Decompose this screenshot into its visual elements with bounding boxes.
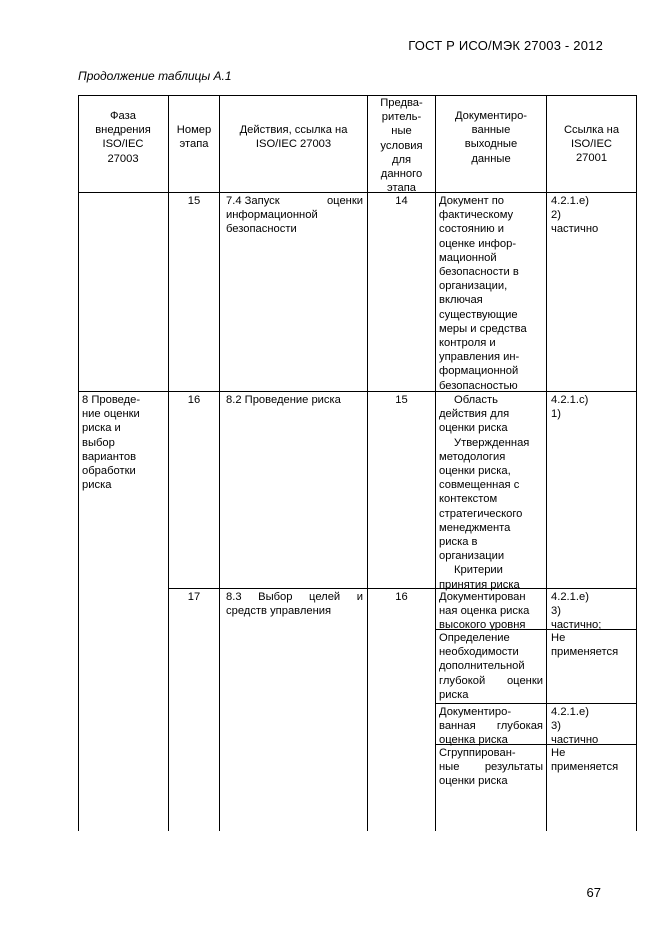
- output-word: результаты: [484, 761, 543, 774]
- action-word: 8.3: [226, 591, 242, 603]
- reference-cell: 4.2.1.c) 1): [551, 394, 589, 421]
- col-header-reference: Ссылка на ISO/IEC 27001: [563, 124, 620, 165]
- col-header-preconditions: Предва- ритель- ные условия для данного этапа: [380, 97, 423, 195]
- phase-cell: 8 Проведе- ние оценки риска и выбор вариантов обработки риска: [82, 394, 141, 492]
- page-number: 67: [586, 885, 601, 900]
- action-cell: 8.2 Проведение риска: [226, 394, 341, 406]
- table-a1: [78, 95, 637, 831]
- action-word: Выбор: [258, 591, 293, 603]
- action-cell: 7.4 Запуск оценки информационной безопасности: [226, 195, 363, 236]
- precondition-cell: 15: [395, 394, 408, 406]
- output-word: оценки: [506, 674, 543, 687]
- reference-cell: 4.2.1.e) 2) частично: [551, 195, 599, 236]
- action-line: [226, 194, 363, 208]
- outputs-cell: Документ по фактическому состоянию и оценке инфор- мационной безопасности в организации, включая существующие меры и средства контроля и управления ин- формационной безопасностью: [439, 195, 527, 392]
- outputs-cell: Документиро- ванная глубокая оценка риска: [439, 706, 543, 747]
- output-word: глубокой: [439, 674, 486, 687]
- action-word: оценки: [326, 195, 363, 207]
- col-header-action: Действия, ссылка на ISO/IEC 27003: [239, 124, 348, 151]
- reference-cell: Не применяется: [551, 747, 619, 774]
- output-line: [439, 719, 543, 733]
- action-line: [226, 590, 363, 604]
- action-word: 7.4 Запуск: [226, 195, 280, 207]
- output-word: ные: [439, 761, 460, 774]
- outputs-cell: Сгруппирован- ные результаты оценки риска: [439, 747, 543, 788]
- step-number: 16: [187, 394, 201, 406]
- output-line: [439, 760, 543, 774]
- table-continuation-caption: Продолжение таблицы А.1: [78, 69, 232, 83]
- precondition-cell: 14: [395, 195, 408, 207]
- step-number: 17: [187, 591, 201, 603]
- outputs-cell: Документирован ная оценка риска высокого уровня: [439, 591, 530, 632]
- precondition-cell: 16: [395, 591, 408, 603]
- reference-cell: Не применяется: [551, 632, 619, 659]
- col-header-step: Номер этапа: [176, 124, 212, 151]
- outputs-cell: Определение необходимости дополнительной глубокой оценки риска: [439, 632, 543, 701]
- output-word: ванная: [439, 720, 476, 733]
- action-cell: 8.3 Выбор целей и средств управления: [226, 591, 363, 618]
- reference-cell: 4.2.1.e) 3) частично;: [551, 591, 602, 632]
- col-header-outputs: Документиро- ванные выходные данные: [454, 110, 528, 165]
- output-word: глубокая: [496, 720, 543, 733]
- action-word: и: [356, 591, 363, 603]
- outputs-cell: Область действия для оценки риска Утвержденная методология оценки риска, совмещенная с контекстом стратегического менеджмента риска в организации Критерии принятия риска: [439, 394, 530, 591]
- standard-header: ГОСТ Р ИСО/МЭК 27003 - 2012: [408, 38, 603, 53]
- action-word: целей: [309, 591, 341, 603]
- reference-cell: 4.2.1.e) 3) частично: [551, 706, 599, 747]
- step-number: 15: [187, 195, 201, 207]
- col-header-phase: Фаза внедрения ISO/IEC 27003: [95, 110, 151, 165]
- output-line: [439, 674, 543, 688]
